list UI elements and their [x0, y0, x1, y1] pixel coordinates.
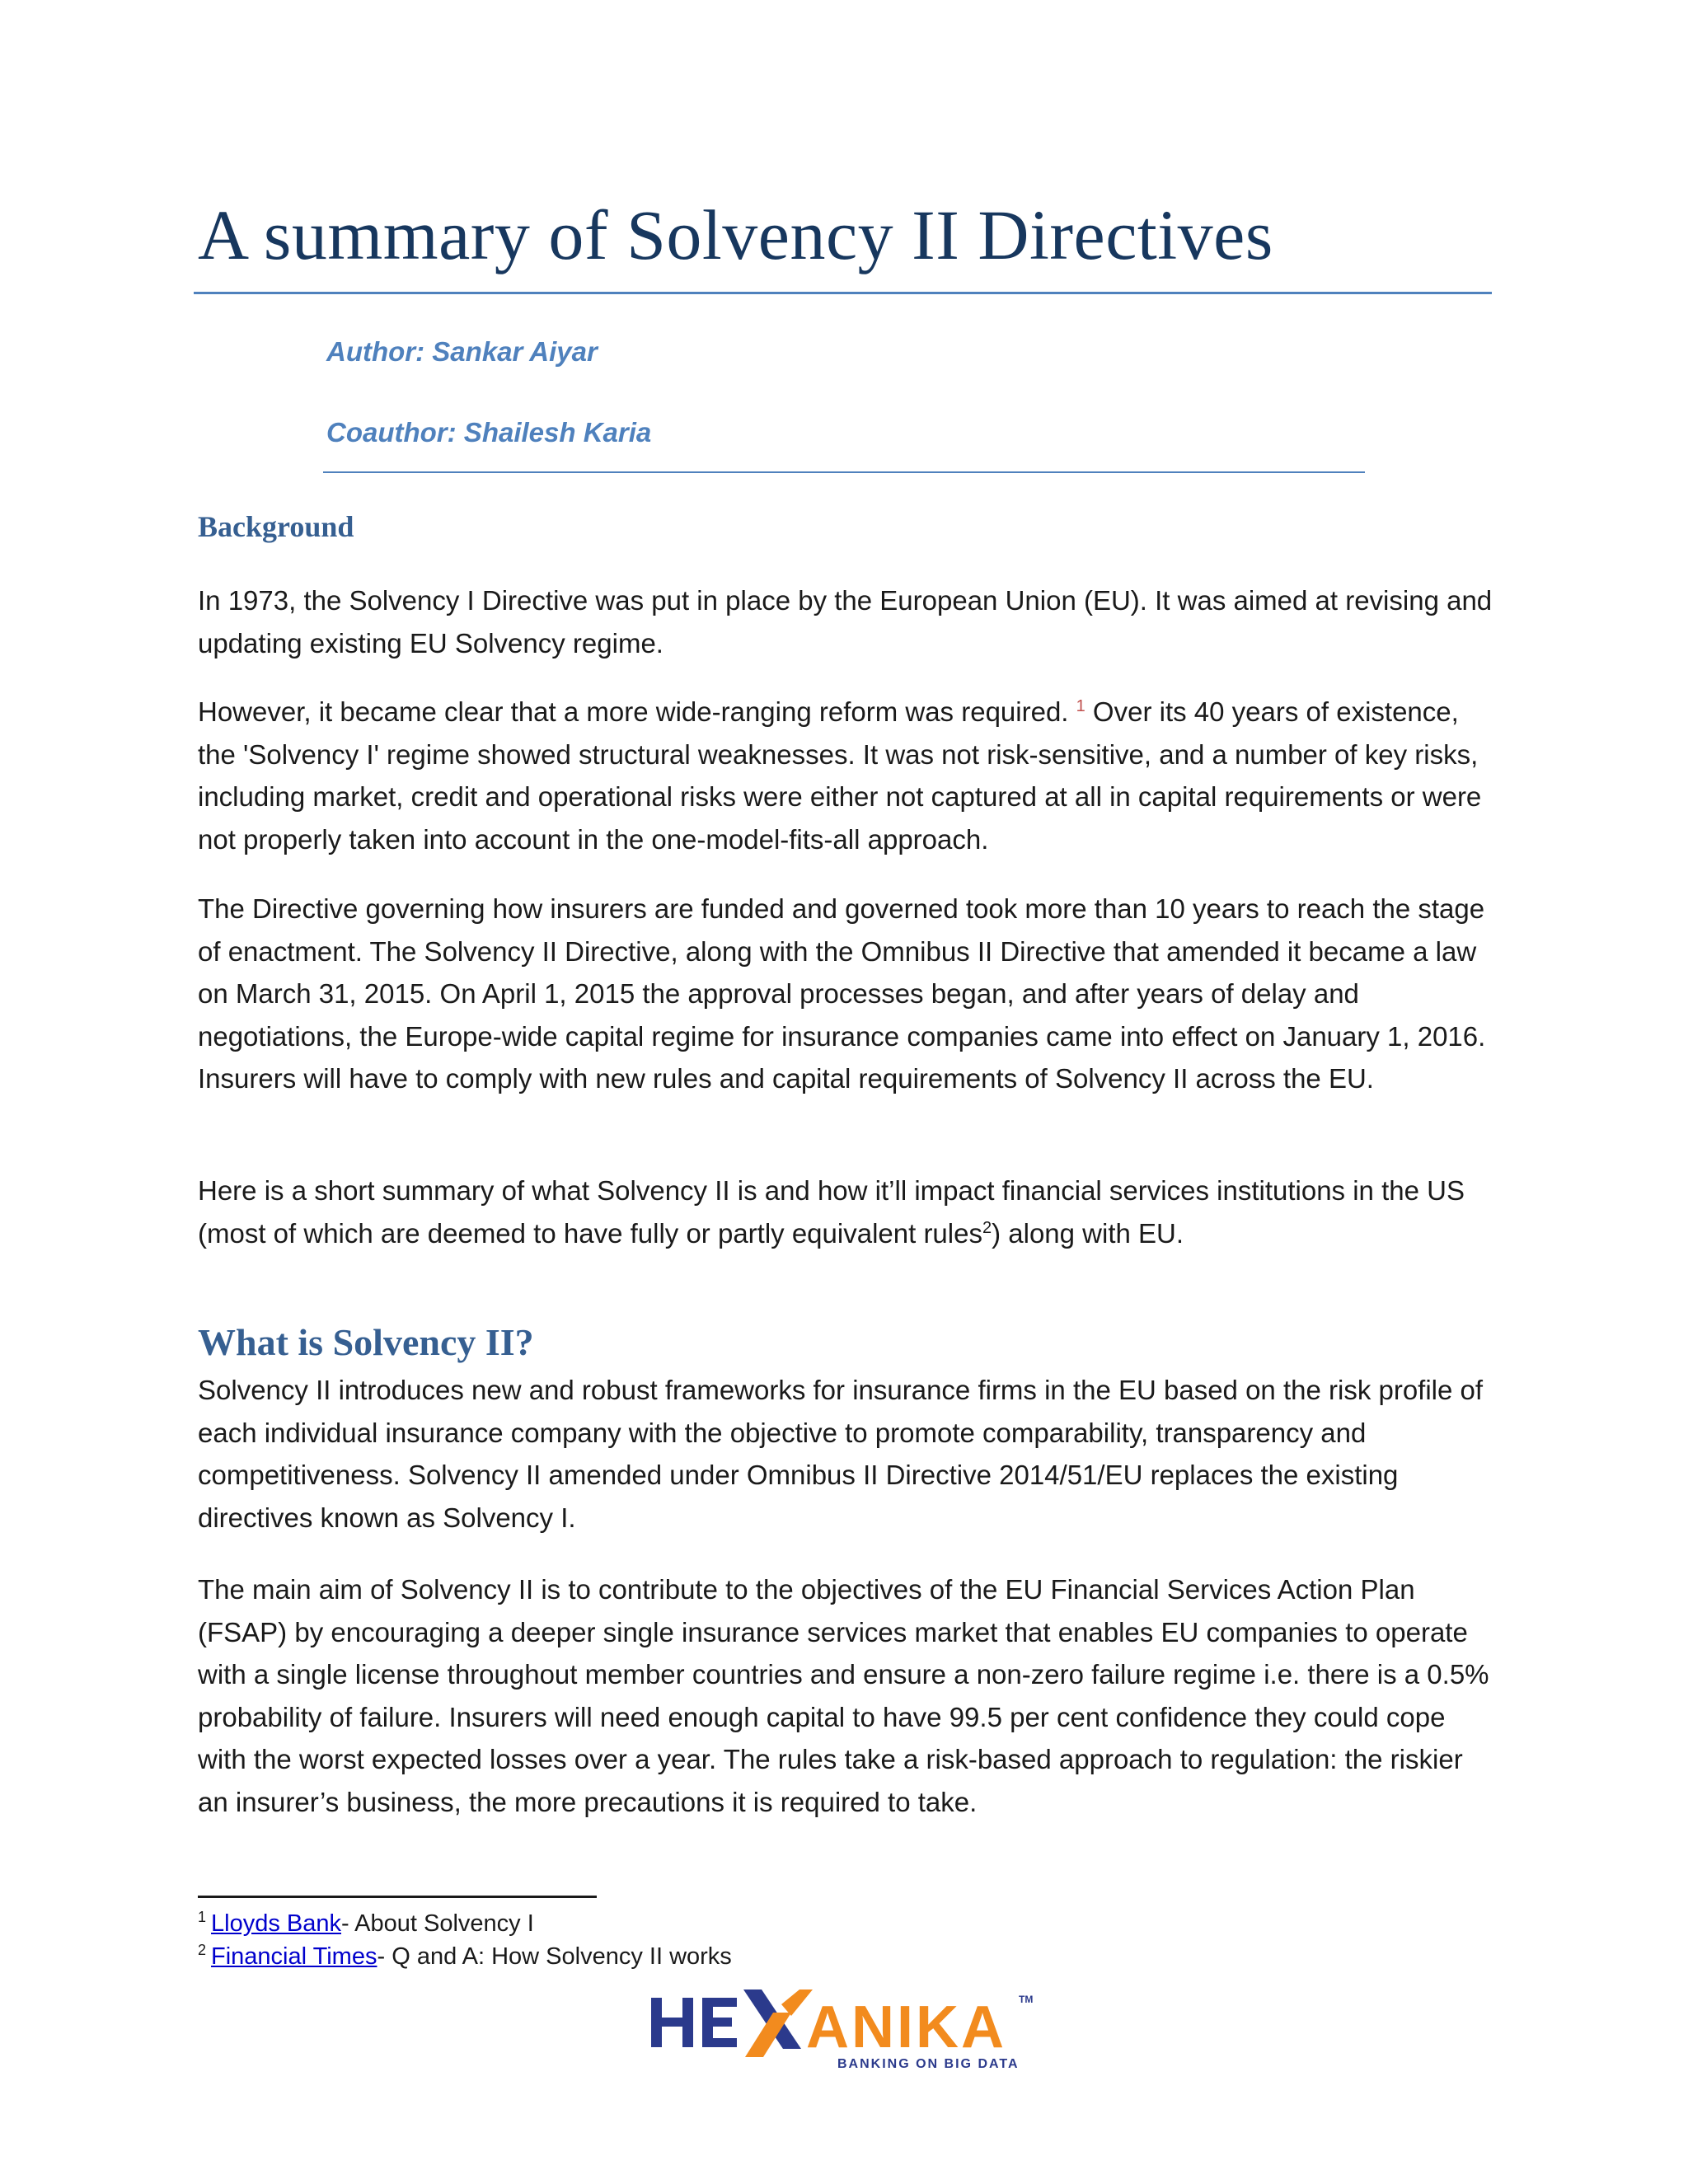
background-paragraph-3: The Directive governing how insurers are funded and governed took more than 10 years to reach the stage of enactment. The Solvency II Directive, along with the Omnibus II Directive that amended it became a law on March 31, 2015. On April 1, 2015 the approval processes began, and after years of delay and negotiations, the Europe-wide capital regime for insurance companies came into effect on January 1, 2016. Insurers will have to comply with new rules and capital requirements of Solvency II across the EU. — [198, 893, 1486, 1094]
paragraph-text: Here is a short summary of what Solvency II is and how it’ll impact financial services institutions in the US (most of which are deemed to have fully or partly equivalent rules — [198, 1175, 1465, 1249]
logo-letter-e — [702, 1998, 737, 2047]
author-line: Author: Sankar Aiyar — [326, 336, 598, 367]
footnote-divider — [198, 1896, 597, 1898]
document-title: A summary of Solvency II Directives — [198, 195, 1273, 274]
footnote-ref-1[interactable]: 1 — [1076, 697, 1085, 715]
what-is-paragraph-1: Solvency II introduces new and robust frameworks for insurance firms in the EU based on the risk profile of each individual insurance company with the objective to promote comparability, transparency and competitiveness. Solvency II amended under Omnibus II Directive 2014/51/EU replaces the existing directives known as Solvency I. — [198, 1375, 1484, 1533]
background-paragraph-2 — [198, 691, 1500, 860]
background-paragraph-4 — [198, 1169, 1500, 1254]
footnote-text: - About Solvency I — [341, 1910, 534, 1937]
paragraph-text: However, it became clear that a more wide-ranging reform was required. — [198, 696, 1069, 727]
logo-wordmark: ANIKA — [806, 1994, 1006, 2060]
logo-letter-x — [743, 1990, 813, 2057]
logo-trademark: TM — [1019, 1994, 1034, 2005]
title-divider — [194, 292, 1492, 294]
background-heading: Background — [198, 510, 354, 543]
footnote-number: 1 — [198, 1909, 207, 1926]
footnote-link-ft[interactable]: Financial Times — [211, 1943, 377, 1970]
author-divider — [323, 471, 1365, 473]
footnote-2 — [198, 1943, 732, 1971]
hexanika-logo — [651, 1983, 1039, 2074]
what-is-heading: What is Solvency II? — [198, 1321, 534, 1363]
coauthor-line: Coauthor: Shailesh Karia — [326, 417, 652, 448]
footnote-link-lloyds[interactable]: Lloyds Bank — [211, 1910, 342, 1937]
footnote-ref-2[interactable]: 2 — [982, 1218, 992, 1237]
footnote-number: 2 — [198, 1942, 207, 1959]
footnote-text: - Q and A: How Solvency II works — [377, 1943, 732, 1970]
paragraph-text: ) along with EU. — [992, 1217, 1184, 1249]
logo-letter-h — [651, 1998, 693, 2047]
footnote-1 — [198, 1910, 534, 1938]
paragraph-text: Over its 40 years of existence, the 'Solvency I' regime showed structural weaknesses. It was not risk-sensitive, and a number of key risks, including market, credit and operational risks were either not captured at all in capital requirements or were not properly taken into account in the one-model-fits-all approach. — [198, 696, 1482, 855]
logo-tagline: BANKING ON BIG DATA — [837, 2057, 1020, 2071]
background-paragraph-1: In 1973, the Solvency I Directive was put in place by the European Union (EU). It was aimed at revising and updating existing EU Solvency regime. — [198, 585, 1493, 658]
what-is-paragraph-2: The main aim of Solvency II is to contribute to the objectives of the EU Financial Services Action Plan (FSAP) by encouraging a deeper single insurance services market that enables EU companies to operate with a single license throughout member countries and ensure a non-zero failure regime i.e. there is a 0.5% probability of failure. Insurers will need enough capital to have 99.5 per cent confidence they could cope with the worst expected losses over a year. The rules take a risk-based approach to regulation: the riskier an insurer’s business, the more precautions it is required to take. — [198, 1574, 1489, 1817]
